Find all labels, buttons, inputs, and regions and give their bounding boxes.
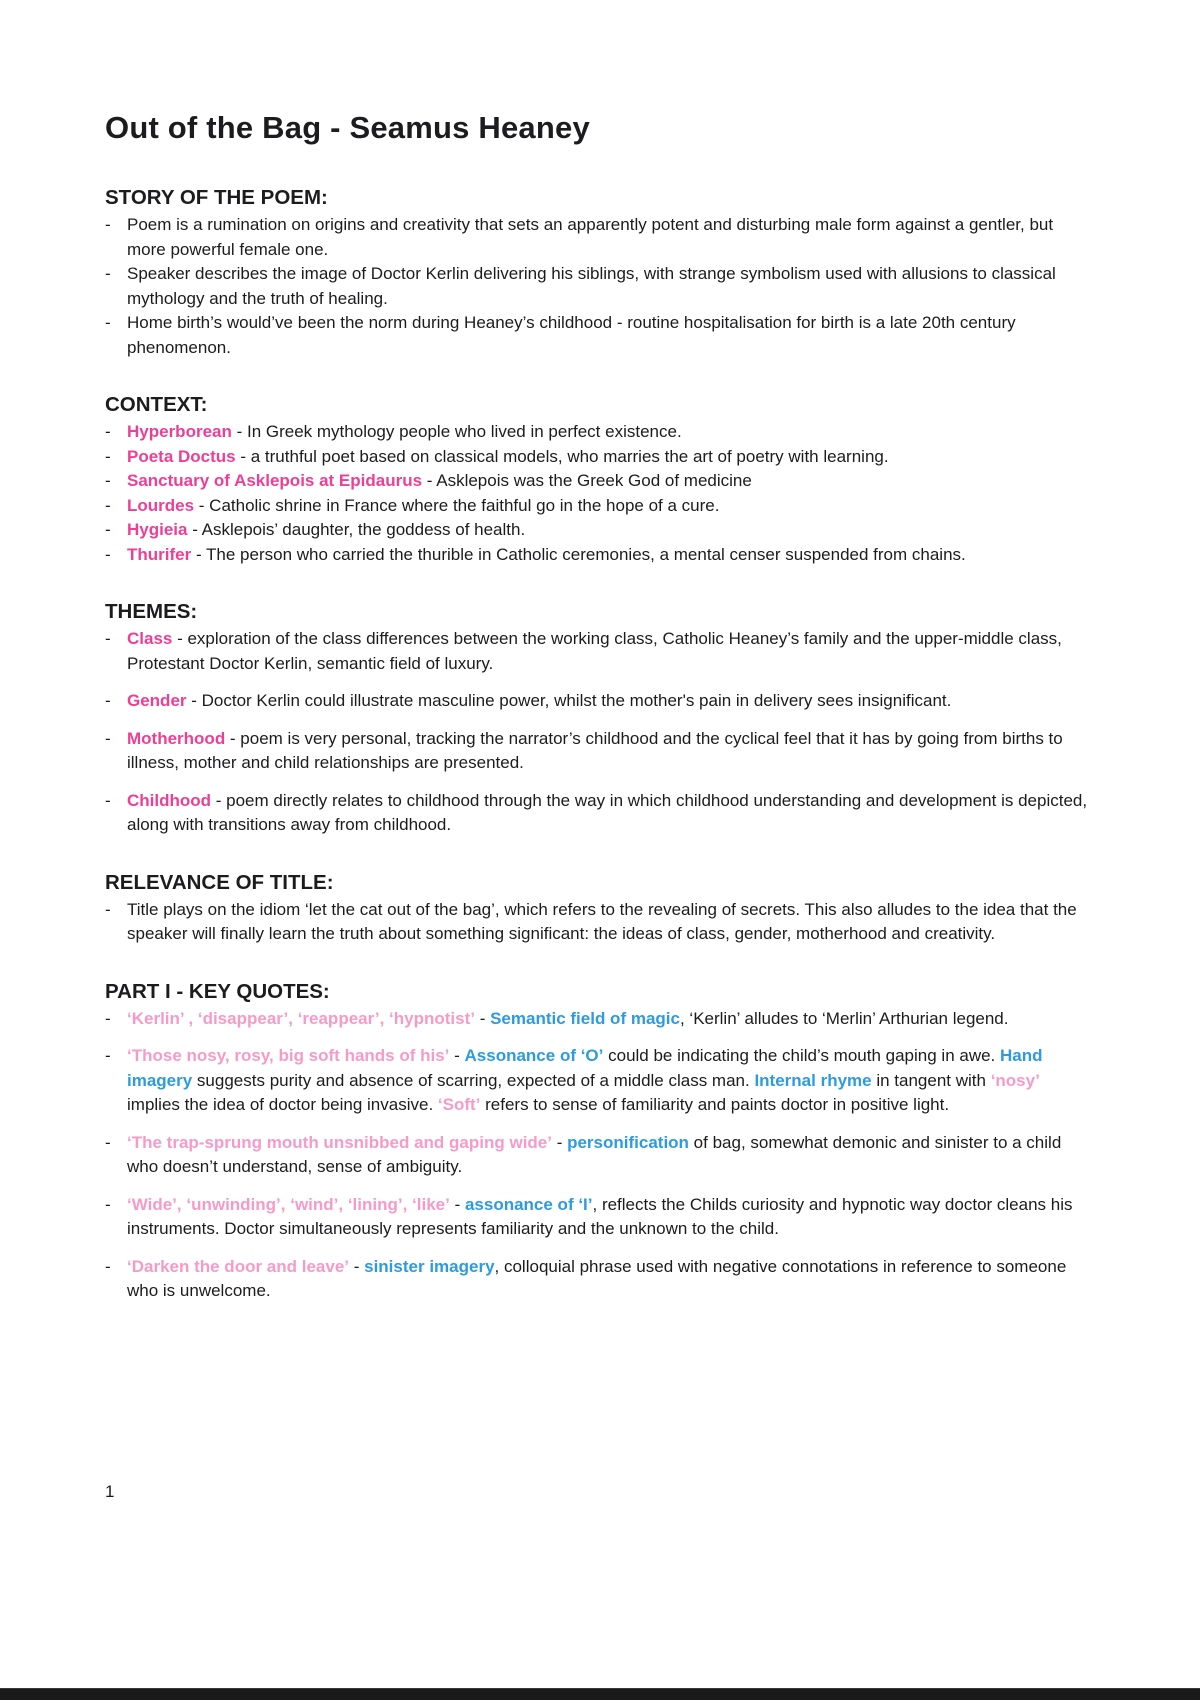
bullet-list <box>105 627 1090 838</box>
bullet-text <box>127 213 1090 262</box>
text-segment: , reflects the Childs curiosity and hypnotic way doctor cleans his instruments. Doctor simultaneously represents familiarity and the unknown to the child. <box>127 1194 1073 1238</box>
bullet-list <box>105 898 1090 947</box>
bullet-text <box>127 789 1090 838</box>
bullet-item <box>105 1131 1090 1180</box>
text-segment: Lourdes <box>127 495 195 515</box>
bullet-item <box>105 789 1090 838</box>
bullet-text <box>127 727 1090 776</box>
bullet-marker: - <box>105 899 111 919</box>
bullet-text <box>127 543 1090 568</box>
bullet-marker: - <box>105 629 111 648</box>
bullet-item <box>105 727 1090 776</box>
section-heading: CONTEXT: <box>105 393 208 416</box>
text-segment: Title plays on the idiom ‘let the cat out of the bag’, which refers to the revealing of secrets. This also alludes to the idea that the speaker will finally learn the truth about something significant: the ideas of class, gender, motherhood and creativity. <box>127 899 1077 943</box>
section <box>105 980 1090 1304</box>
window-bottom-bar <box>0 1688 1200 1700</box>
text-segment: ‘nosy’ <box>990 1070 1040 1090</box>
bullet-marker: - <box>105 1132 111 1152</box>
section <box>105 186 1090 360</box>
page-number: 1 <box>105 1482 115 1501</box>
text-segment: , ‘Kerlin’ alludes to ‘Merlin’ Arthurian legend. <box>679 1008 1009 1028</box>
text-segment: Childhood <box>127 790 212 810</box>
bullet-item <box>105 1193 1090 1242</box>
bullet-marker: - <box>105 1194 111 1214</box>
text-segment: ‘Kerlin’ , ‘disappear’, ‘reappear’, ‘hypnotist’ <box>127 1008 475 1028</box>
bullet-text <box>127 1044 1090 1118</box>
bullet-text <box>127 627 1090 676</box>
bullet-item <box>105 627 1090 676</box>
bullet-item <box>105 469 1090 494</box>
bullet-marker: - <box>105 1008 111 1028</box>
text-segment: Home birth’s would’ve been the norm during Heaney’s childhood - routine hospitalisation for birth is a late 20th century phenomenon. <box>127 313 1016 357</box>
text-segment: - Doctor Kerlin could illustrate masculine power, whilst the mother's pain in delivery sees insignificant. <box>186 691 952 710</box>
text-segment: - Catholic shrine in France where the faithful go in the hope of a cure. <box>194 495 720 515</box>
bullet-item <box>105 1255 1090 1304</box>
text-segment: ‘The trap-sprung mouth unsnibbed and gaping wide’ <box>127 1132 552 1152</box>
bullet-text <box>127 420 1090 445</box>
text-segment: Speaker describes the image of Doctor Kerlin delivering his siblings, with strange symbolism used with allusions to classical mythology and the truth of healing. <box>127 264 1056 308</box>
section-heading: PART I - KEY QUOTES: <box>105 979 330 1003</box>
section <box>105 871 1090 947</box>
text-segment: Assonance of ‘O’ <box>464 1046 604 1065</box>
bullet-item <box>105 494 1090 519</box>
text-segment: - a truthful poet based on classical models, who marries the art of poetry with learning. <box>235 446 889 466</box>
bullet-item <box>105 1007 1090 1032</box>
text-segment: implies the idea of doctor being invasive. <box>127 1095 438 1114</box>
text-segment: Motherhood <box>127 728 226 748</box>
bullet-marker: - <box>105 790 111 810</box>
bullet-text <box>127 494 1090 519</box>
text-segment: - <box>474 1008 491 1028</box>
text-segment: , colloquial phrase used with negative connotations in reference to someone who is unwelcome. <box>127 1256 1067 1300</box>
text-segment: of bag, somewhat demonic and sinister to a child who doesn’t understand, sense of ambiguity. <box>127 1132 1062 1176</box>
text-segment: - The person who carried the thurible in Catholic ceremonies, a mental censer suspended from chains. <box>191 544 966 564</box>
bullet-item <box>105 898 1090 947</box>
section <box>105 600 1090 838</box>
text-segment: - Asklepois was the Greek God of medicine <box>422 471 752 490</box>
text-segment: ‘Soft’ <box>437 1095 481 1114</box>
text-segment: Semantic field of magic <box>490 1008 680 1028</box>
sections-container <box>105 186 1090 1304</box>
text-segment: sinister imagery <box>364 1256 495 1276</box>
text-segment: could be indicating the child’s mouth gaping in awe. <box>603 1046 1001 1065</box>
bullet-text <box>127 1255 1090 1304</box>
bullet-marker: - <box>105 446 111 466</box>
section-heading: STORY OF THE POEM: <box>105 186 328 209</box>
bullet-item <box>105 420 1090 445</box>
text-segment: - <box>449 1046 465 1065</box>
section <box>105 393 1090 567</box>
bullet-list <box>105 420 1090 567</box>
text-segment: Hygieia <box>127 520 188 539</box>
bullet-text <box>127 518 1090 543</box>
bullet-text <box>127 1193 1090 1242</box>
bullet-item <box>105 445 1090 470</box>
bullet-marker: - <box>105 422 111 441</box>
bullet-item <box>105 262 1090 311</box>
bullet-marker: - <box>105 728 111 748</box>
bullet-text <box>127 689 1090 714</box>
text-segment: in tangent with <box>871 1070 991 1090</box>
bullet-text <box>127 469 1090 494</box>
bullet-item <box>105 518 1090 543</box>
text-segment: assonance of ‘I’ <box>464 1194 593 1214</box>
text-segment: - <box>449 1194 465 1214</box>
text-segment: - exploration of the class differences between the working class, Catholic Heaney’s family and the upper-middle class, Protestant Doctor Kerlin, semantic field of luxury. <box>127 629 1062 673</box>
text-segment: Thurifer <box>127 544 192 564</box>
bullet-marker: - <box>105 471 111 490</box>
text-segment: Class <box>127 629 173 648</box>
bullet-text <box>127 898 1090 947</box>
bullet-marker: - <box>105 691 111 710</box>
text-segment: ‘Darken the door and leave’ <box>127 1256 350 1276</box>
bullet-text <box>127 311 1090 360</box>
text-segment: ‘Those nosy, rosy, big soft hands of his’ <box>127 1046 450 1065</box>
bullet-item <box>105 1044 1090 1118</box>
bullet-item <box>105 311 1090 360</box>
bullet-marker: - <box>105 520 111 539</box>
text-segment: suggests purity and absence of scarring, expected of a middle class man. <box>192 1070 755 1090</box>
text-segment: Poeta Doctus <box>127 446 236 466</box>
bullet-marker: - <box>105 544 111 564</box>
bullet-marker: - <box>105 215 111 234</box>
text-segment: - poem is very personal, tracking the narrator’s childhood and the cyclical feel that it has by going from births to illness, mother and child relationships are presented. <box>127 728 1063 772</box>
bullet-marker: - <box>105 313 111 332</box>
text-segment: - In Greek mythology people who lived in perfect existence. <box>231 422 682 441</box>
text-segment: refers to sense of familiarity and paints doctor in positive light. <box>480 1095 950 1114</box>
text-segment: - poem directly relates to childhood through the way in which childhood understanding and development is depicted, along with transitions away from childhood. <box>127 790 1088 834</box>
section-heading: THEMES: <box>105 600 198 623</box>
text-segment: Hyperborean <box>127 422 232 441</box>
page-title: Out of the Bag - Seamus Heaney <box>105 110 590 145</box>
text-segment: personification <box>567 1132 689 1152</box>
text-segment: Internal rhyme <box>754 1070 872 1090</box>
bullet-list <box>105 1007 1090 1304</box>
bullet-marker: - <box>105 1046 111 1065</box>
text-segment: Poem is a rumination on origins and creativity that sets an apparently potent and disturbing male form against a gentler, but more powerful female one. <box>127 215 1054 259</box>
bullet-text <box>127 262 1090 311</box>
bullet-text <box>127 1131 1090 1180</box>
text-segment: ‘Wide’, ‘unwinding’, ‘wind’, ‘lining’, ‘like’ <box>127 1194 450 1214</box>
bullet-item <box>105 213 1090 262</box>
bullet-text <box>127 1007 1090 1032</box>
bullet-text <box>127 445 1090 470</box>
bullet-marker: - <box>105 1256 111 1276</box>
bullet-marker: - <box>105 495 111 515</box>
bullet-marker: - <box>105 264 111 283</box>
text-segment: - <box>349 1256 365 1276</box>
text-segment: - Asklepois’ daughter, the goddess of health. <box>187 520 526 539</box>
section-heading: RELEVANCE OF TITLE: <box>105 870 334 894</box>
bullet-item <box>105 543 1090 568</box>
bullet-list <box>105 213 1090 360</box>
bullet-item <box>105 689 1090 714</box>
text-segment: Sanctuary of Asklepois at Epidaurus <box>127 471 423 490</box>
text-segment: - <box>551 1132 568 1152</box>
text-segment: Hand imagery <box>127 1046 1043 1090</box>
text-segment: Gender <box>127 691 187 710</box>
